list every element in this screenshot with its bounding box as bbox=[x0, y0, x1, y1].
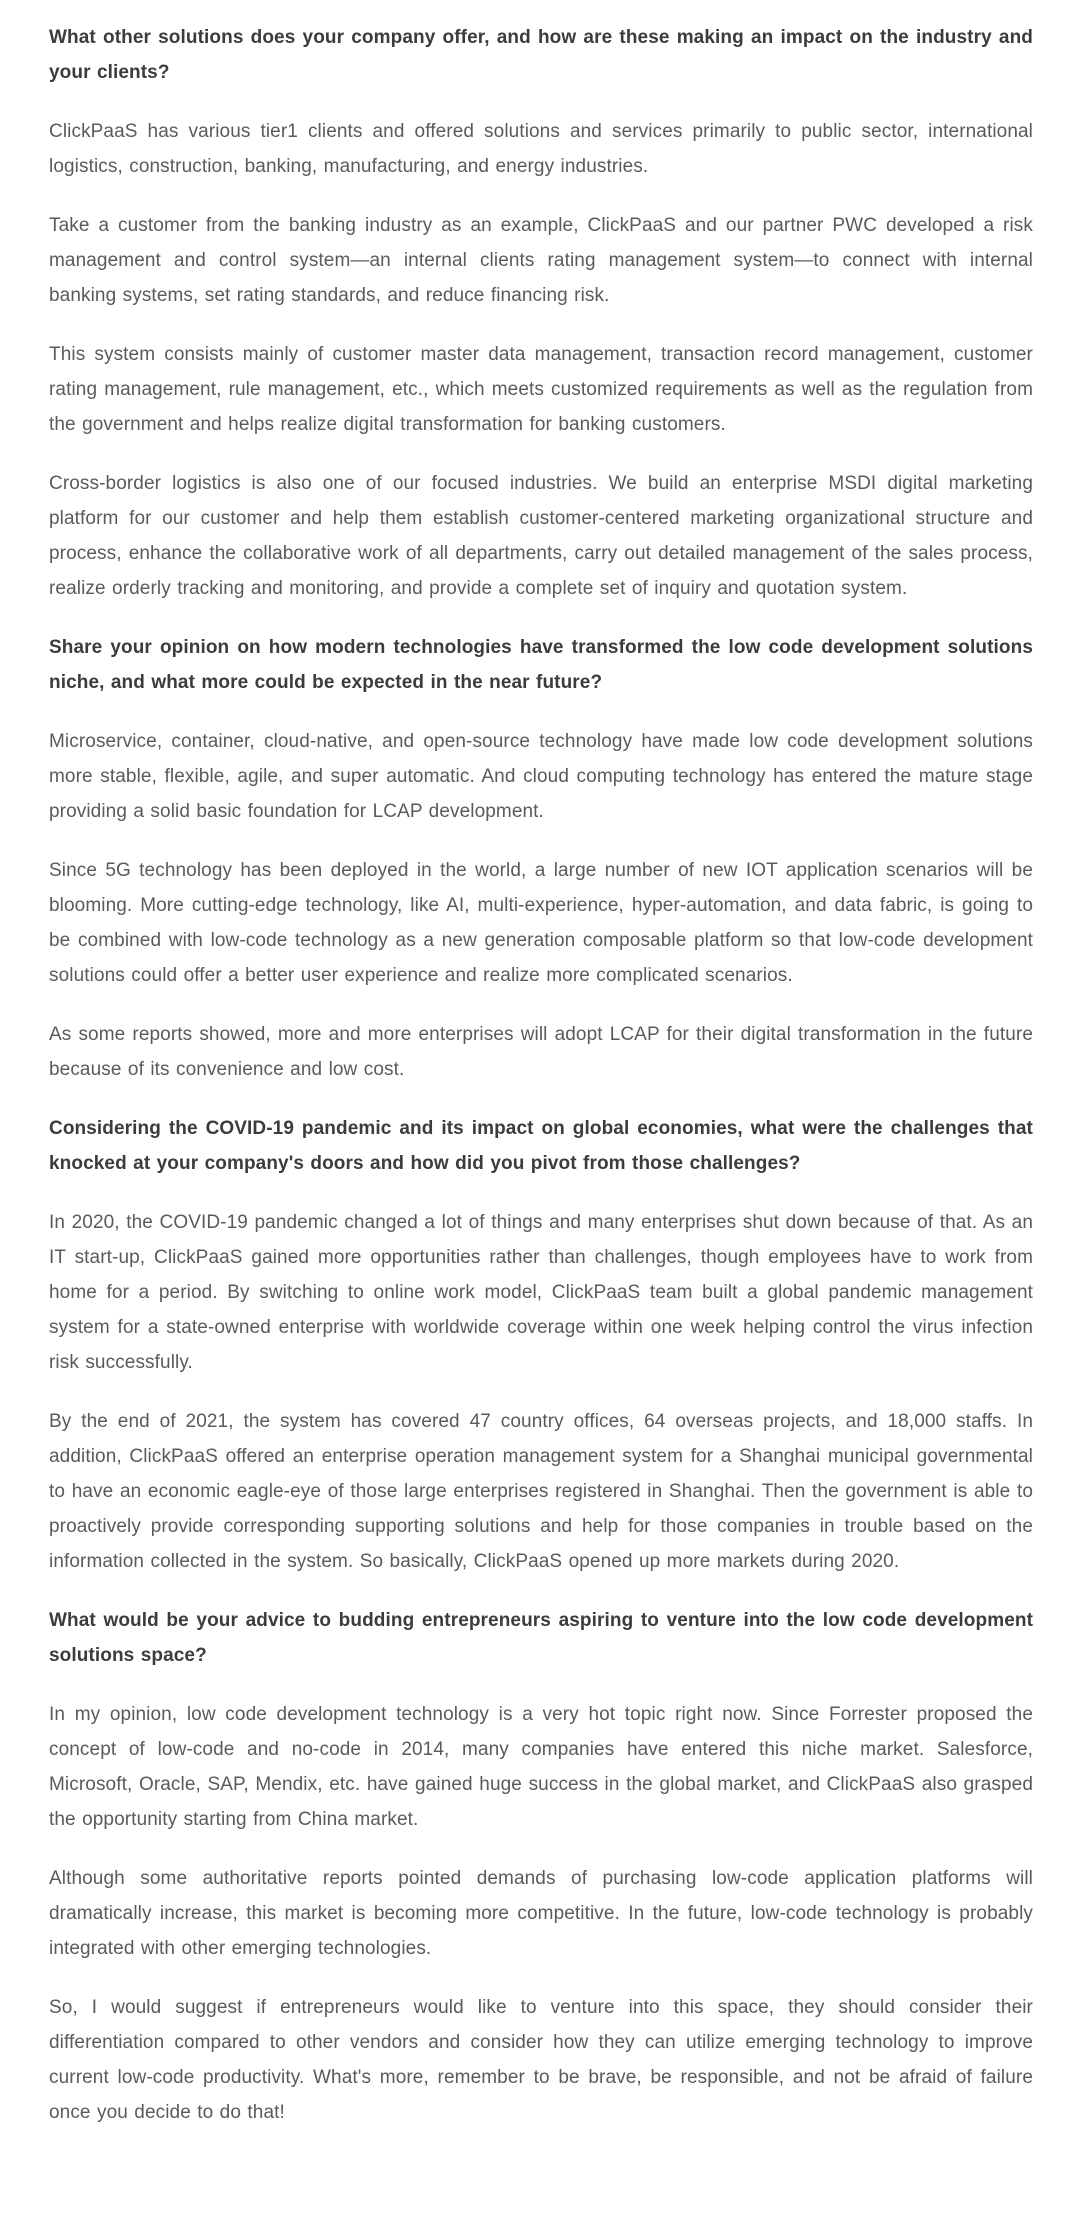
answer-paragraph: Although some authoritative reports pointed demands of purchasing low-code application platforms will dramatically increase, this market is becoming more competitive. In the future, low-code technology is probably integrated with other emerging technologies. bbox=[49, 1868, 1033, 1959]
answer-paragraph: Microservice, container, cloud-native, and open-source technology have made low code development solutions more stable, flexible, agile, and super automatic. And cloud computing technology has entered the mature stage providing a solid basic foundation for LCAP development. bbox=[49, 731, 1033, 822]
article-body bbox=[49, 20, 1033, 2130]
answer-paragraph: As some reports showed, more and more enterprises will adopt LCAP for their digital transformation in the future because of its convenience and low cost. bbox=[49, 1024, 1033, 1080]
answer-paragraph: ClickPaaS has various tier1 clients and offered solutions and services primarily to public sector, international logistics, construction, banking, manufacturing, and energy industries. bbox=[49, 121, 1033, 177]
answer-paragraph: Take a customer from the banking industry as an example, ClickPaaS and our partner PWC developed a risk management and control system—an internal clients rating management system—to connect with internal banking systems, set rating standards, and reduce financing risk. bbox=[49, 215, 1033, 306]
answer-paragraph: In 2020, the COVID-19 pandemic changed a lot of things and many enterprises shut down because of that. As an IT start-up, ClickPaaS gained more opportunities rather than challenges, though employees have to work from home for a period. By switching to online work model, ClickPaaS team built a global pandemic management system for a state-owned enterprise with worldwide coverage within one week helping control the virus infection risk successfully. bbox=[49, 1212, 1033, 1373]
question-heading: Considering the COVID-19 pandemic and its impact on global economies, what were the challenges that knocked at your company's doors and how did you pivot from those challenges? bbox=[49, 1118, 1033, 1174]
question-heading: What other solutions does your company offer, and how are these making an impact on the industry and your clients? bbox=[49, 27, 1033, 83]
answer-paragraph: Since 5G technology has been deployed in the world, a large number of new IOT application scenarios will be blooming. More cutting-edge technology, like AI, multi-experience, hyper-automation, and data fabric, is going to be combined with low-code technology as a new generation composable platform so that low-code development solutions could offer a better user experience and realize more complicated scenarios. bbox=[49, 860, 1033, 986]
answer-paragraph: So, I would suggest if entrepreneurs would like to venture into this space, they should consider their differentiation compared to other vendors and consider how they can utilize emerging technology to improve current low-code productivity. What's more, remember to be brave, be responsible, and not be afraid of failure once you decide to do that! bbox=[49, 1997, 1033, 2123]
question-heading: What would be your advice to budding entrepreneurs aspiring to venture into the low code development solutions space? bbox=[49, 1610, 1033, 1666]
answer-paragraph: This system consists mainly of customer master data management, transaction record management, customer rating management, rule management, etc., which meets customized requirements as well as the regulation from the government and helps realize digital transformation for banking customers. bbox=[49, 344, 1033, 435]
answer-paragraph: Cross-border logistics is also one of our focused industries. We build an enterprise MSDI digital marketing platform for our customer and help them establish customer-centered marketing organizational structure and process, enhance the collaborative work of all departments, carry out detailed management of the sales process, realize orderly tracking and monitoring, and provide a complete set of inquiry and quotation system. bbox=[49, 473, 1033, 599]
answer-paragraph: By the end of 2021, the system has covered 47 country offices, 64 overseas projects, and 18,000 staffs. In addition, ClickPaaS offered an enterprise operation management system for a Shanghai municipal governmental to have an economic eagle-eye of those large enterprises registered in Shanghai. Then the government is able to proactively provide corresponding supporting solutions and help for those companies in trouble based on the information collected in the system. So basically, ClickPaaS opened up more markets during 2020. bbox=[49, 1411, 1033, 1572]
question-heading: Share your opinion on how modern technologies have transformed the low code development solutions niche, and what more could be expected in the near future? bbox=[49, 637, 1033, 693]
answer-paragraph: In my opinion, low code development technology is a very hot topic right now. Since Forrester proposed the concept of low-code and no-code in 2014, many companies have entered this niche market. Salesforce, Microsoft, Oracle, SAP, Mendix, etc. have gained huge success in the global market, and ClickPaaS also grasped the opportunity starting from China market. bbox=[49, 1704, 1033, 1830]
